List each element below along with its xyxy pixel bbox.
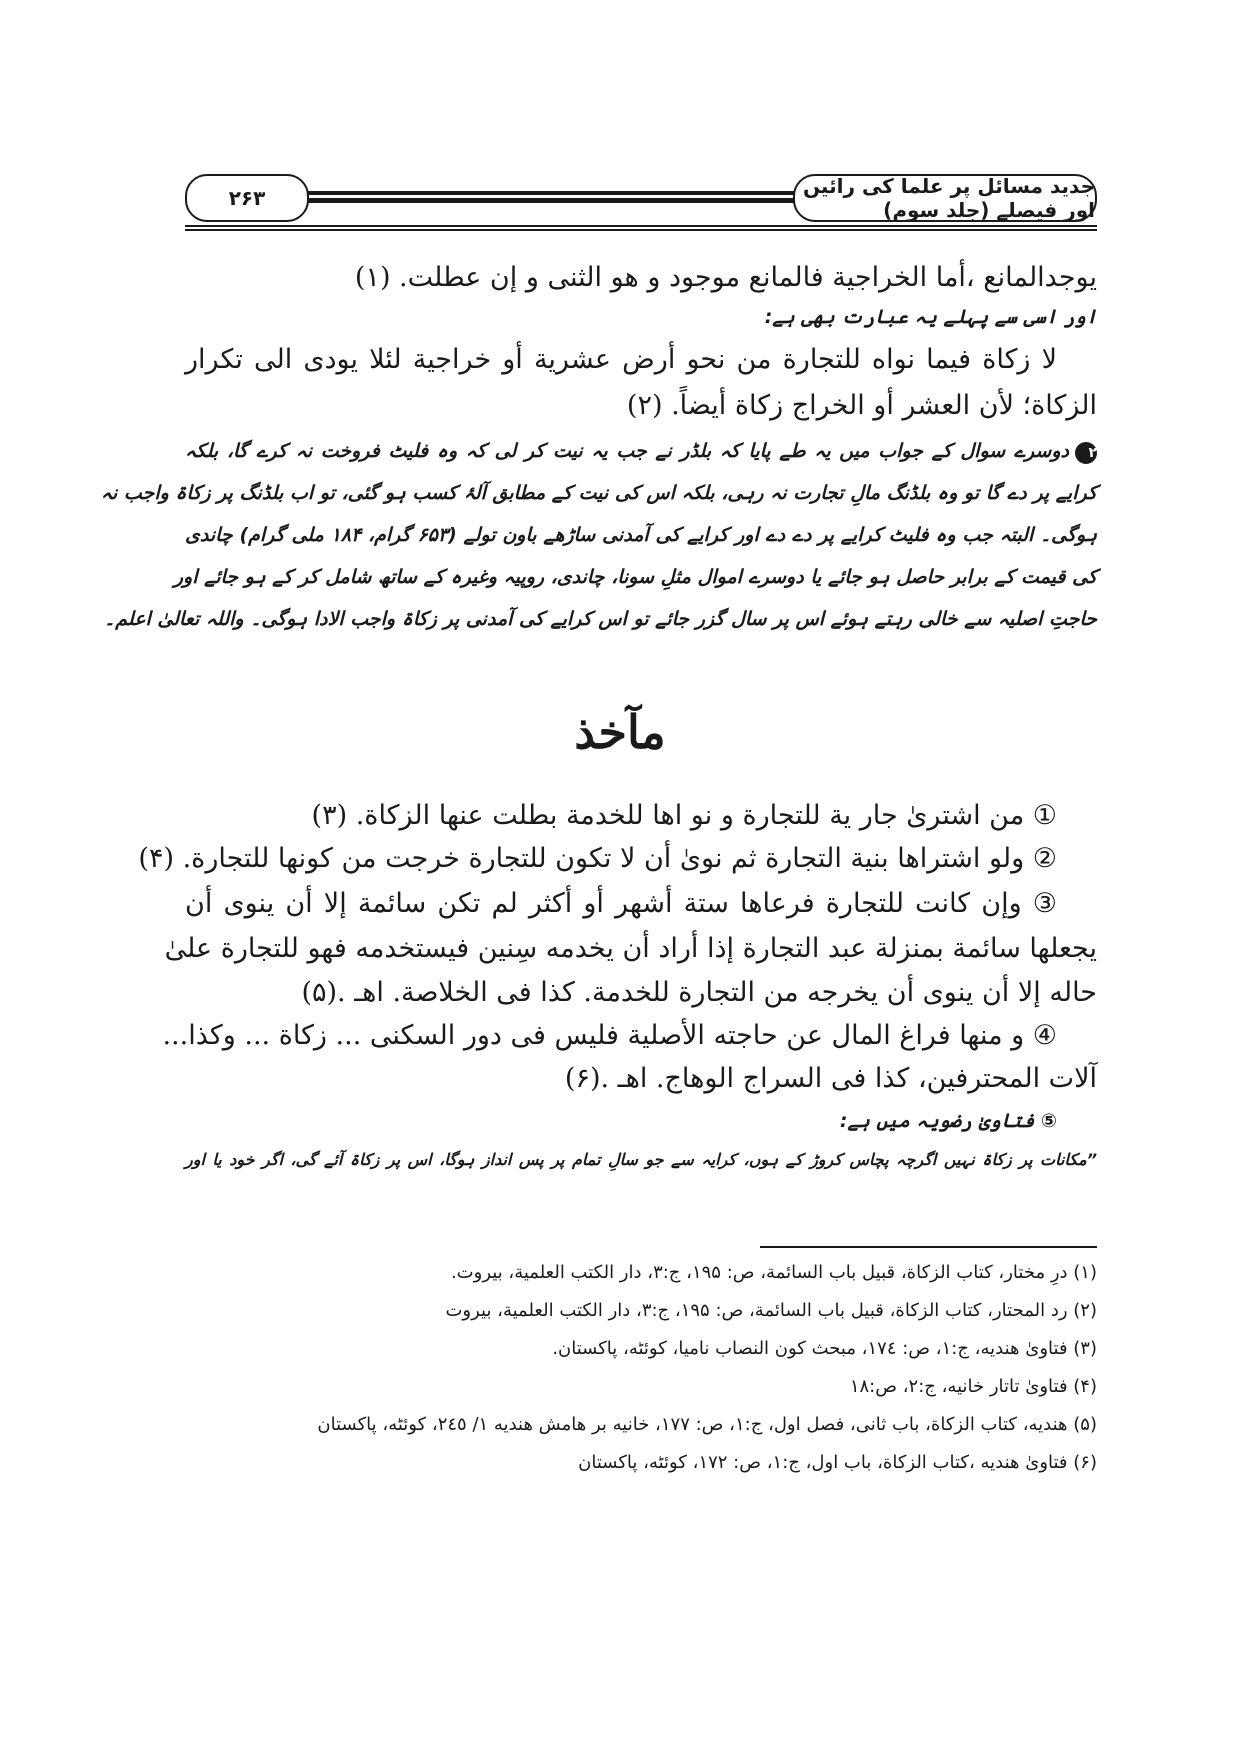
section-heading: مآخذ	[574, 705, 666, 759]
source-line: ”مکانات پر زکاۃ نہیں اگرچہ پچاس کروڑ کے ہوں، کرایہ سے جو سالِ تمام پر پس انداز ہوگا، اس پر زکاۃ آئے گی، اگر خود یا اور	[185, 1150, 1097, 1169]
running-header	[185, 174, 1097, 224]
source-line: ④ و منها فراغ المال عن حاجته الأصلیة فلیس فی دور السکنی ... زکاة ... وکذا...	[162, 1020, 1057, 1051]
footnote-rule	[760, 1246, 1097, 1248]
source-line: یجعلها سائمة بمنزلة عبد التجارة إذا أراد أن یخدمه سِنین فیستخدمه فهو للتجارة علیٰ	[164, 933, 1097, 964]
para-2-line: کرایے پر دے گا تو وہ بلڈنگ مالِ تجارت نہ رہی، بلکہ اس کی نیت کے مطابق آلۂ کسب ہو گئی، تو اب بلڈنگ پر زکاۃ واجب نہ	[100, 482, 1097, 504]
footnote: (۶) فتاویٰ هندیه ،کتاب الزکاة، باب اول، ج:۱، ص: ۱۷۲، کوئٹه، پاکستان	[578, 1452, 1097, 1473]
para-2-line	[185, 440, 1097, 464]
para-number-badge: ۲	[1075, 442, 1097, 464]
source-line: حاله إلا أن ینوی أن یخرجه من التجارة للخدمة. کذا فی الخلاصة. اهـ .(۵)	[301, 977, 1097, 1008]
source-line: ① من اشتریٰ جار یة للتجارة و نو اها للخدمة بطلت عنها الزکاة. (۳)	[311, 800, 1057, 831]
source-line: ③ وإن کانت للتجارة فرعاها ستة أشهر أو أکثر لم تکن سائمة إلا أن ینوی أن	[185, 888, 1057, 919]
para-2-text: دوسرے سوال کے جواب میں یہ طے پایا کہ بلڈر نے جب یہ نیت کر لی کہ وہ فلیٹ فروخت نہ کرے گا، بلکہ	[185, 440, 1069, 462]
book-title: جدید مسائل پر علما کی رائیں اور فیصلے (جلد سوم)	[793, 174, 1097, 222]
body-line: الزکاة؛ لأن العشر أو الخراج زکاة أیضاً. (۲)	[626, 390, 1097, 421]
footnote: (۴) فتاویٰ تاتار خانیه، ج:۲، ص:۱۸	[849, 1376, 1097, 1397]
source-line: آلات المحترفین، کذا فی السراج الوهاج. اهـ .(۶)	[564, 1063, 1097, 1094]
footnote: (۲) رد المحتار، کتاب الزکاة، قبیل باب السائمة، ص: ۱۹۵، ج:۳، دار الکتب العلمیة، بیروت	[445, 1300, 1097, 1321]
para-2-line: ہوگی۔ البتہ جب وہ فلیٹ کرایے پر دے دے اور کرایے کی آمدنی ساڑھے باون تولے (۶۵۳ گرام، ۱۸۴ ملی گرام) چاندی	[185, 524, 1098, 546]
page-number: ۲۶۳	[185, 174, 309, 222]
header-double-rule	[185, 225, 1097, 227]
para-2-line: کی قیمت کے برابر حاصل ہو جائے یا دوسرے اموال مثلِ سونا، چاندی، روپیہ وغیرہ کے ساتھ شامل کر کے ہو جائے اور	[173, 566, 1097, 588]
body-line: یوجدالمانع ،أما الخراجیة فالمانع موجود و هو الثنی و إن عطلت. (۱)	[354, 262, 1097, 293]
body-line: لا زکاة فیما نواه للتجارة من نحو أرض عشریة أو خراجیة لئلا یودی الی تکرار	[185, 344, 1057, 375]
body-line: اور اسی سے پہلے یہ عبارت بھی ہے:	[764, 306, 1097, 328]
footnote: (۳) فتاویٰ هندیه، ج:۱، ص: ۱۷٤، مبحث کون النصاب نامیا، کوئٹه، پاکستان.	[552, 1338, 1097, 1359]
header-rule	[307, 191, 795, 198]
source-line: ② ولو اشتراها بنیة التجارة ثم نویٰ أن لا تکون للتجارة خرجت من کونها للتجارة. (۴)	[138, 843, 1057, 874]
source-line: ⑤ فتاویٰ رضویہ میں ہے:	[839, 1110, 1057, 1132]
footnote: (۱) درِ مختار، کتاب الزکاة، قبیل باب السائمة، ص: ۱۹۵، ج:۳، دار الکتب العلمیة، بیروت.	[450, 1262, 1097, 1283]
footnote: (۵) هندیه، کتاب الزکاة، باب ثانی، فصل اول، ج:۱، ص: ۱۷۷، خانیه بر هامش هندیه ۱/ ۲٤٥، کوئٹه، پاکستان	[317, 1414, 1097, 1435]
para-2-line: حاجتِ اصلیہ سے خالی رہتے ہوئے اس پر سال گزر جائے تو اس کرایے کی آمدنی پر زکاۃ واجب الادا ہوگی۔ واللہ تعالیٰ اعلم۔	[104, 608, 1097, 630]
